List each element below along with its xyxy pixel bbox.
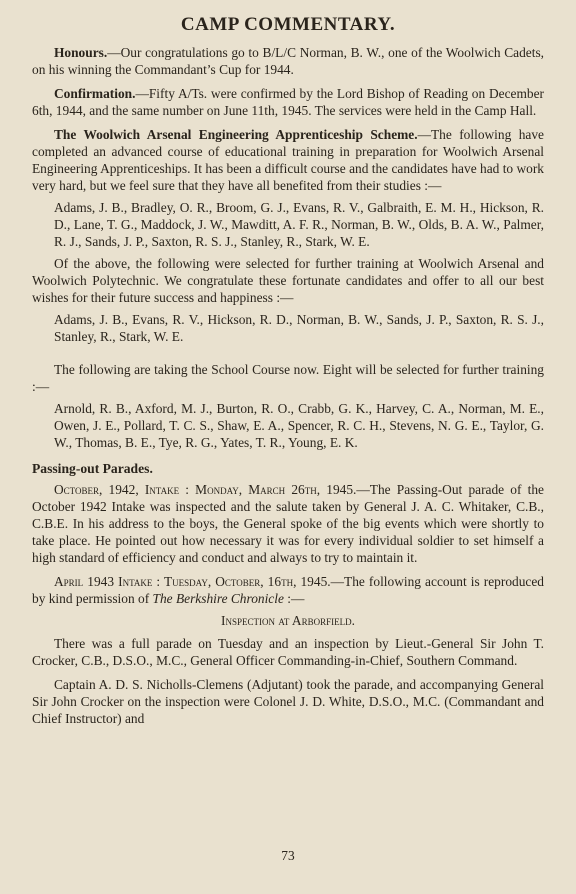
parade-april-lead: April 1943 Intake : Tuesday, October, 16th, 1945.	[54, 574, 331, 589]
inspection-paragraph: There was a full parade on Tuesday and an inspection by Lieut.-General Sir John T. Crocker, C.B., D.S.O., M.C., General Officer Commanding-in-Chief, Southern Command.	[32, 636, 544, 668]
apprenticeship-paragraph	[32, 126, 544, 194]
parade-october-paragraph	[32, 481, 544, 566]
adjutant-paragraph: Captain A. D. S. Nicholls-Clemens (Adjutant) took the parade, and accompanying General Sir John Crocker on the inspection were Colonel J. D. White, D.S.O., M.C. (Commandant and Chief Instructor) and	[32, 677, 544, 726]
page-number: 73	[281, 848, 295, 863]
confirmation-text: —Fifty A/Ts. were confirmed by the Lord Bishop of Reading on December 6th, 1944, and the same number on June 11th, 1945. The services were held in the Camp Hall.	[32, 86, 544, 118]
parade-october-text: —The Passing-Out parade of the October 1942 Intake was inspected and the salute taken by General J. A. C. Whitaker, C.B., C.B.E. In his address to the boys, the General spoke of the big events which were shortly to take place. He pointed out how necessary it was for every individual soldier to set himself a high standard of efficiency and conduct and always to try to maintain it.	[32, 482, 544, 565]
school-course-paragraph: The following are taking the School Course now. Eight will be selected for further training :—	[32, 362, 544, 394]
parade-april-paragraph	[32, 573, 544, 607]
school-course-names-list: Arnold, R. B., Axford, M. J., Burton, R. O., Crabb, G. K., Harvey, C. A., Norman, M. E., Owen, J. E., Pollard, T. C. S., Shaw, E. A., Spencer, R. C. H., Stevens, N. G. E., Taylor, G. W., Thomas, B. E., Tye, R. G., Yates, T. R., Young, E. K.	[54, 401, 544, 450]
confirmation-lead: Confirmation.	[54, 86, 136, 101]
section-heading-parades: Passing-out Parades.	[32, 461, 153, 476]
apprenticeship-text: —The following have completed an advanced course of educational training in preparation for Woolwich Arsenal Engineering Apprenticeships. It has been a difficult course and the candidates have had to work very hard, but we feel sure that they have all benefited from their studies :—	[32, 127, 544, 193]
completed-names-list: Adams, J. B., Bradley, O. R., Broom, G. J., Evans, R. V., Galbraith, E. M. H., Hickson, R. D., Lane, T. G., Maddock, J. W., Mawditt, A. F. R., Norman, B. W., Olds, B. A. W., Palmer, R. J., Sands, J. P., Saxton, R. S. J., Stanley, R., Stark, W. E.	[54, 200, 544, 249]
honours-lead: Honours.	[54, 45, 108, 60]
parade-april-text: —The following account is reproduced by kind permission of	[32, 574, 544, 606]
inspection-heading: Inspection at Arborfield.	[221, 613, 355, 628]
parade-april-text-end: :—	[283, 591, 305, 606]
page-title: CAMP COMMENTARY.	[180, 14, 396, 35]
honours-text: —Our congratulations go to B/L/C Norman, B. W., one of the Woolwich Cadets, on his winning the Commandant’s Cup for 1944.	[32, 45, 544, 77]
selected-paragraph: Of the above, the following were selected for further training at Woolwich Arsenal and Woolwich Polytechnic. We congratulate these fortunate candidates and offer to all our best wishes for their future success and happiness :—	[32, 256, 544, 305]
confirmation-paragraph	[32, 85, 544, 119]
parade-october-lead: October, 1942, Intake : Monday, March 26th, 1945.	[54, 482, 357, 497]
apprenticeship-lead: The Woolwich Arsenal Engineering Apprenticeship Scheme.	[54, 127, 418, 142]
selected-names-list: Adams, J. B., Evans, R. V., Hickson, R. D., Norman, B. W., Sands, J. P., Saxton, R. S. J., Stanley, R., Stark, W. E.	[54, 312, 544, 344]
honours-paragraph	[32, 44, 544, 78]
newspaper-title: The Berkshire Chronicle	[152, 591, 284, 606]
